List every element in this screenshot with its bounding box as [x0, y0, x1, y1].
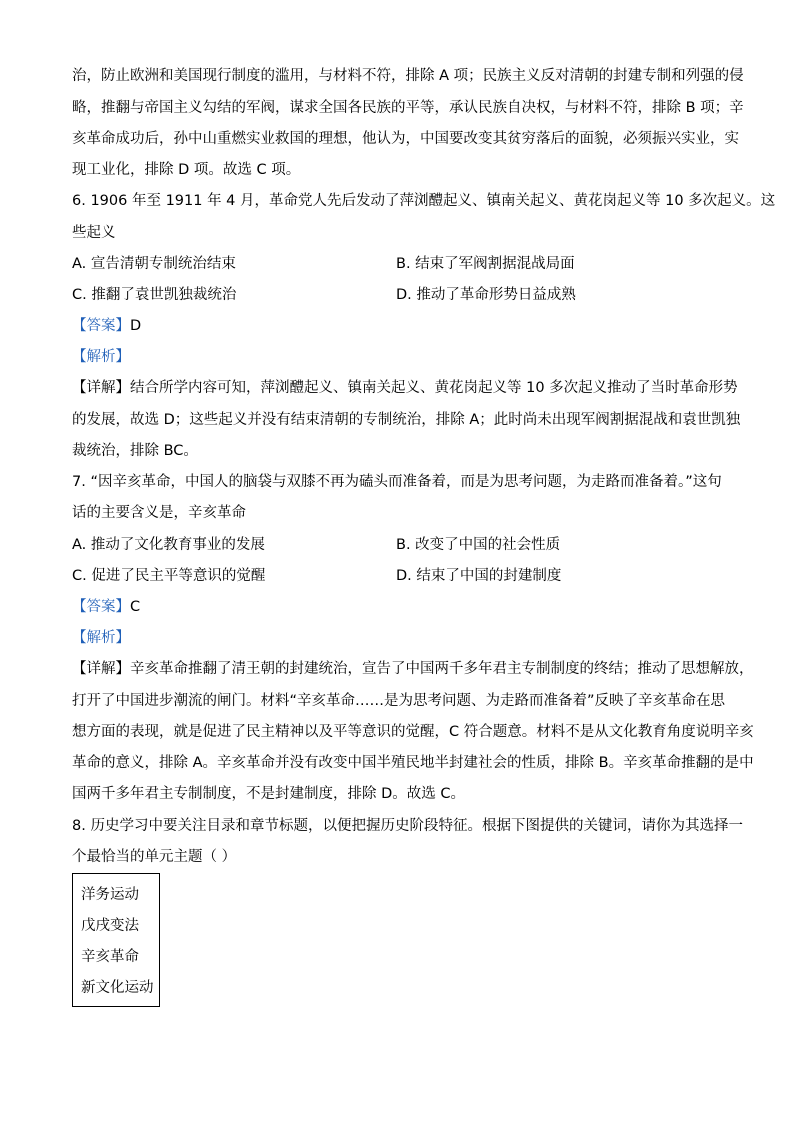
q7-detail-line-5: 国两千多年君主专制制度，不是封建制度，排除 D。故选 C。	[72, 786, 466, 802]
q8-stem-line-1: 8. 历史学习中要关注目录和章节标题，以便把握历史阶段特征。根据下图提供的关键词，请你为其选择一	[72, 818, 743, 834]
intro-line-2: 略，推翻与帝国主义勾结的军阀，谋求全国各民族的平等，承认民族自决权，与材料不符，排除 B 项；辛	[72, 100, 744, 116]
q6-analysis-label: 【解析】	[72, 349, 130, 365]
q6-option-c: C. 推翻了袁世凯独裁统治	[72, 287, 237, 303]
q7-stem-line-1: 7. “因辛亥革命，中国人的脑袋与双膝不再为磕头而准备着，而是为思考问题，为走路而准备着。”这句	[72, 474, 722, 490]
keyword-item: 辛亥革命	[81, 949, 139, 965]
q7-detail-line-3: 想方面的表现，就是促进了民主精神以及平等意识的觉醒，C 符合题意。材料不是从文化教育角度说明辛亥	[72, 724, 754, 740]
intro-line-4: 现工业化，排除 D 项。故选 C 项。	[72, 162, 301, 178]
q6-detail-line-2: 的发展，故选 D；这些起义并没有结束清朝的专制统治，排除 A；此时尚未出现军阀割据混战和袁世凯独	[72, 412, 741, 428]
keyword-item: 新文化运动	[81, 980, 154, 996]
keyword-item: 戊戌变法	[81, 918, 139, 934]
q7-option-a: A. 推动了文化教育事业的发展	[72, 537, 265, 553]
intro-line-3: 亥革命成功后，孙中山重燃实业救国的理想，他认为，中国要改变其贫穷落后的面貌，必须振兴实业，实	[72, 131, 739, 147]
intro-line-1: 治，防止欧洲和美国现行制度的滥用，与材料不符，排除 A 项；民族主义反对清朝的封建专制和列强的侵	[72, 68, 744, 84]
q7-analysis-label: 【解析】	[72, 630, 130, 646]
q7-option-b: B. 改变了中国的社会性质	[396, 537, 561, 553]
q7-detail-line-2: 打开了中国进步潮流的闸门。材料“辛亥革命……是为思考问题、为走路而准备着”反映了辛亥革命在思	[72, 693, 726, 709]
q6-option-d: D. 推动了革命形势日益成熟	[396, 287, 576, 303]
q6-stem-line-2: 些起义	[72, 225, 116, 241]
q6-detail-line-3: 裁统治，排除 BC。	[72, 443, 198, 459]
q6-answer	[72, 316, 141, 336]
q7-option-c: C. 促进了民主平等意识的觉醒	[72, 568, 266, 584]
q6-option-a: A. 宣告清朝专制统治结束	[72, 256, 236, 272]
q7-answer	[72, 597, 140, 617]
q6-answer-label: 【答案】	[72, 318, 130, 334]
q7-option-d: D. 结束了中国的封建制度	[396, 568, 562, 584]
q6-detail-line-1: 【详解】结合所学内容可知，萍浏醴起义、镇南关起义、黄花岗起义等 10 多次起义推动了当时革命形势	[72, 380, 738, 396]
q6-option-b: B. 结束了军阀割据混战局面	[396, 256, 575, 272]
q7-detail-line-4: 革命的意义，排除 A。辛亥革命并没有改变中国半殖民地半封建社会的性质，排除 B。辛亥革命推翻的是中	[72, 755, 754, 771]
q6-answer-value: D	[130, 318, 142, 334]
q7-answer-value: C	[130, 599, 141, 615]
q7-answer-label: 【答案】	[72, 599, 130, 615]
q7-detail-line-1: 【详解】辛亥革命推翻了清王朝的封建统治，宣告了中国两千多年君主专制制度的终结；推动了思想解放，	[72, 661, 754, 677]
keyword-item: 洋务运动	[81, 887, 139, 903]
keyword-box	[72, 873, 160, 1007]
q7-stem-line-2: 话的主要含义是，辛亥革命	[72, 505, 246, 521]
q8-stem-line-2: 个最恰当的单元主题（ ）	[72, 849, 237, 865]
q6-stem-line-1: 6. 1906 年至 1911 年 4 月，革命党人先后发动了萍浏醴起义、镇南关起义、黄花岗起义等 10 多次起义。这	[72, 193, 776, 209]
